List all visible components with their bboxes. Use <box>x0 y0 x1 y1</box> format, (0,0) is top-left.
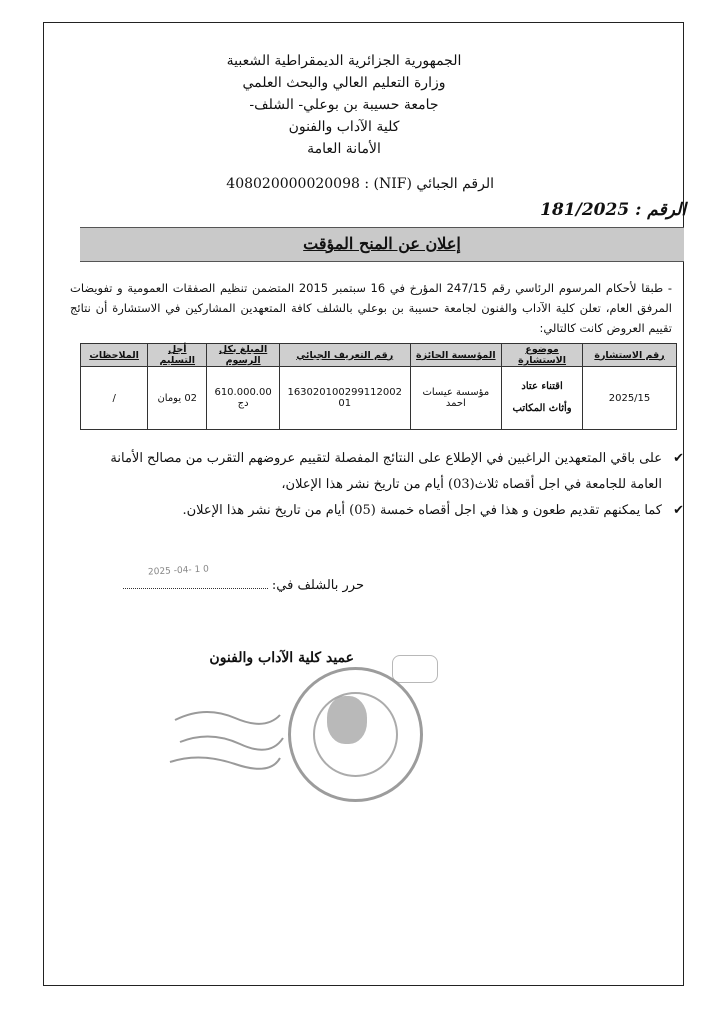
check-icon: ✔ <box>673 503 684 518</box>
tax-number: الرقم الجبائي (NIF) : 408020000020098 <box>226 176 494 192</box>
date-dots <box>123 588 268 589</box>
subject-line: وأثاث المكاتب <box>512 403 572 414</box>
date-stamp: 2025 -04- 1 0 <box>147 564 210 578</box>
page-title: إعلان عن المنح المؤقت <box>303 234 461 253</box>
col-header: موضوع الاستشارة <box>502 344 583 367</box>
dean-title: عميد كلية الآداب والفنون <box>209 650 354 666</box>
cell-company: مؤسسة عيسات احمد <box>410 367 502 430</box>
table-row <box>81 367 677 430</box>
seal-ink <box>327 696 367 744</box>
check-icon: ✔ <box>673 451 684 466</box>
col-header: أجل التسليم <box>148 344 207 367</box>
cell-tax-id: 163020100299112002 01 <box>279 367 410 430</box>
note-text: كما يمكنهم تقديم طعون و هذا في اجل أقصاه خمسة (05) أيام من تاريخ نشر هذا الإعلان. <box>182 503 662 518</box>
col-header: المبلغ بكل الرسوم <box>207 344 280 367</box>
list-item <box>80 498 684 524</box>
note-text: على باقي المتعهدين الراغبين في الإطلاع على النتائج المفصلة لتقييم عروضهم التقرب من مصالح الأمانة العامة للجامعة في اجل أقصاه ثلاث(03) أيام من تاريخ نشر هذا الإعلان، <box>110 451 662 492</box>
ministry-name: وزارة التعليم العالي والبحث العلمي <box>242 75 446 91</box>
place-label: حرر بالشلف في: <box>271 578 364 593</box>
reference-number: الرقم : 181/2025 <box>540 200 686 220</box>
republic-name: الجمهورية الجزائرية الديمقراطية الشعبية <box>226 53 462 69</box>
table-header-row <box>81 344 677 367</box>
cell-subject <box>502 367 583 430</box>
col-header: رقم الاستشارة <box>583 344 677 367</box>
notes-list <box>80 446 684 524</box>
document-header <box>194 50 494 160</box>
signature-icon <box>165 700 285 770</box>
cell-number: 2025/15 <box>583 367 677 430</box>
results-table <box>80 343 677 430</box>
title-bar <box>80 227 684 262</box>
list-item <box>80 446 684 498</box>
col-header: المؤسسة الحائزة <box>410 344 502 367</box>
place-date-line <box>123 578 364 593</box>
cell-delivery: 02 يومان <box>148 367 207 430</box>
col-header: رقم التعريف الجبائي <box>279 344 410 367</box>
initials-mark <box>392 655 438 683</box>
official-seal-icon <box>288 667 423 802</box>
intro-paragraph: - طبقا لأحكام المرسوم الرئاسي رقم 247/15 المؤرخ في 16 سبتمبر 2015 المتضمن تنظيم الصفقات العمومية و تفويضات المرفق العام، تعلن كلية الآداب والفنون لجامعة حسيبة بن بوعلي بالشلف كافة المتعهدين المشاركين في الاستشارة أن نتائج تقييم العروض كانت كالتالي: <box>70 281 673 335</box>
subject-line: اقتناء عتاد <box>521 381 563 392</box>
cell-notes: / <box>81 367 148 430</box>
col-header: الملاحظات <box>81 344 148 367</box>
faculty-name: كلية الآداب والفنون <box>288 119 400 135</box>
university-name: جامعة حسيبة بن بوعلي- الشلف- <box>249 97 439 113</box>
signature-stamp <box>165 700 285 774</box>
cell-amount: 610.000.00 دج <box>207 367 280 430</box>
secretariat-name: الأمانة العامة <box>307 141 381 157</box>
